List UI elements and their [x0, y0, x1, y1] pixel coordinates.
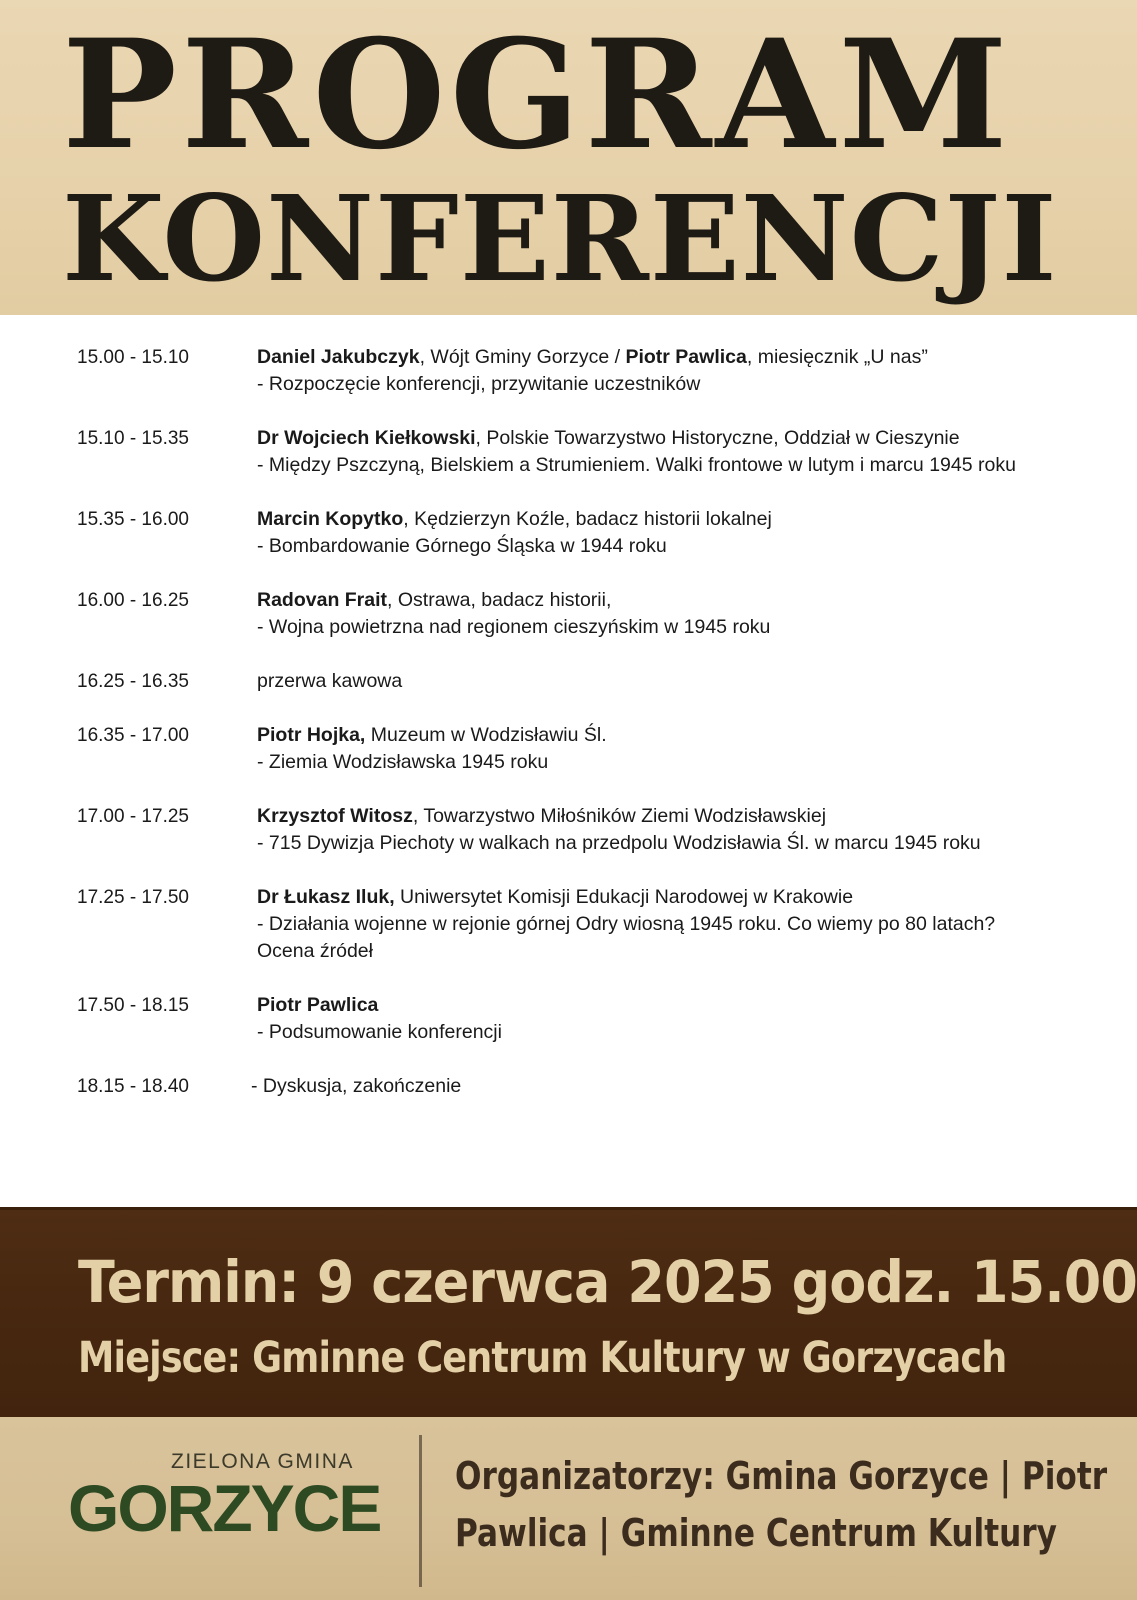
speaker-affiliation: Muzeum w Wodzisławiu Śl. — [365, 724, 607, 746]
speaker-name: Piotr Hojka, — [257, 724, 366, 746]
session-details — [257, 506, 1117, 560]
break-label: przerwa kawowa — [257, 670, 403, 692]
session-details — [257, 803, 1117, 857]
speaker-line — [257, 992, 1117, 1019]
speaker-line — [257, 587, 1117, 614]
speaker-name: Dr Łukasz Iluk, — [257, 886, 395, 908]
title-program: PROGRAM — [62, 7, 1012, 183]
session-topic-continued: Ocena źródeł — [257, 940, 373, 962]
session-details — [251, 1073, 1117, 1100]
speaker-line — [257, 884, 1117, 911]
logo-tagline: ZIELONA GMINA — [171, 1450, 354, 1473]
session-topic: - Bombardowanie Górnego Śląska w 1944 roku — [257, 535, 667, 557]
speaker-line — [257, 803, 1117, 830]
session-time: 17.00 - 17.25 — [77, 806, 189, 827]
speaker-name-2: Piotr Pawlica — [625, 346, 747, 368]
schedule-row — [77, 722, 1117, 776]
speaker-affiliation: , Towarzystwo Miłośników Ziemi Wodzisławskiej — [412, 805, 827, 827]
organizers-line-2: Pawlica | Gminne Centrum Kultury — [455, 1511, 1057, 1555]
session-details — [257, 668, 1117, 695]
closing-label: - Dyskusja, zakończenie — [251, 1075, 462, 1097]
speaker-line — [257, 722, 1117, 749]
speaker-name: Dr Wojciech Kiełkowski — [257, 427, 476, 449]
session-details — [257, 344, 1117, 398]
speaker-affiliation-2: , miesięcznik „U nas” — [746, 346, 928, 368]
session-topic: - Rozpoczęcie konferencji, przywitanie uczestników — [257, 373, 701, 395]
session-details — [257, 425, 1117, 479]
speaker-name: Krzysztof Witosz — [257, 805, 413, 827]
speaker-affiliation: , Kędzierzyn Koźle, badacz historii lokalnej — [403, 508, 772, 530]
schedule-row — [77, 992, 1117, 1046]
poster-header — [0, 0, 1137, 315]
session-topic: - Podsumowanie konferencji — [257, 1021, 502, 1043]
speaker-line — [257, 425, 1117, 452]
schedule-row — [77, 668, 1117, 695]
gorzyce-logo: GORZYCE — [68, 1471, 381, 1545]
session-topic: - 715 Dywizja Piechoty w walkach na przedpolu Wodzisławia Śl. w marcu 1945 roku — [257, 832, 981, 854]
schedule-row — [77, 506, 1117, 560]
session-topic: - Działania wojenne w rejonie górnej Odry wiosną 1945 roku. Co wiemy po 80 latach? — [257, 913, 996, 935]
session-time: 18.15 - 18.40 — [77, 1076, 189, 1097]
speaker-affiliation: Uniwersytet Komisji Edukacji Narodowej w Krakowie — [394, 886, 854, 908]
speaker-line — [257, 344, 1117, 371]
session-details — [257, 722, 1117, 776]
session-time: 15.35 - 16.00 — [77, 509, 189, 530]
title-konferencji: KONFERENCJI — [62, 169, 1058, 308]
schedule-row — [77, 425, 1117, 479]
speaker-name: Daniel Jakubczyk — [257, 346, 420, 368]
schedule-row — [77, 587, 1117, 641]
session-topic: - Wojna powietrzna nad regionem cieszyńskim w 1945 roku — [257, 616, 771, 638]
session-time: 17.50 - 18.15 — [77, 995, 189, 1016]
organizers-line-1: Organizatorzy: Gmina Gorzyce | Piotr — [455, 1454, 1108, 1498]
session-details — [257, 587, 1117, 641]
session-topic: - Ziemia Wodzisławska 1945 roku — [257, 751, 549, 773]
session-time: 16.00 - 16.25 — [77, 590, 189, 611]
session-details — [257, 884, 1117, 965]
session-time: 16.25 - 16.35 — [77, 671, 189, 692]
speaker-affiliation: , Wójt Gminy Gorzyce / — [419, 346, 626, 368]
schedule-row — [77, 884, 1117, 965]
session-time: 17.25 - 17.50 — [77, 887, 189, 908]
session-topic: - Między Pszczyną, Bielskiem a Strumieniem. Walki frontowe w lutym i marcu 1945 roku — [257, 454, 1016, 476]
event-venue: Miejsce: Gminne Centrum Kultury w Gorzycach — [78, 1333, 1007, 1383]
speaker-affiliation: , Polskie Towarzystwo Historyczne, Oddział w Cieszynie — [475, 427, 960, 449]
schedule-row — [77, 1073, 1117, 1100]
footer-divider — [419, 1435, 422, 1587]
date-venue-band — [0, 1207, 1137, 1420]
event-date: Termin: 9 czerwca 2025 godz. 15.00 — [78, 1248, 1137, 1316]
session-time: 15.00 - 15.10 — [77, 347, 189, 368]
session-time: 15.10 - 15.35 — [77, 428, 189, 449]
session-time: 16.35 - 17.00 — [77, 725, 189, 746]
speaker-line — [257, 506, 1117, 533]
speaker-name: Radovan Frait — [257, 589, 388, 611]
schedule-list — [77, 344, 1117, 1127]
speaker-affiliation: , Ostrawa, badacz historii, — [387, 589, 612, 611]
schedule-row — [77, 344, 1117, 398]
speaker-name: Piotr Pawlica — [257, 994, 379, 1016]
session-details — [257, 992, 1117, 1046]
poster-footer — [0, 1417, 1137, 1600]
schedule-row — [77, 803, 1117, 857]
speaker-name: Marcin Kopytko — [257, 508, 404, 530]
